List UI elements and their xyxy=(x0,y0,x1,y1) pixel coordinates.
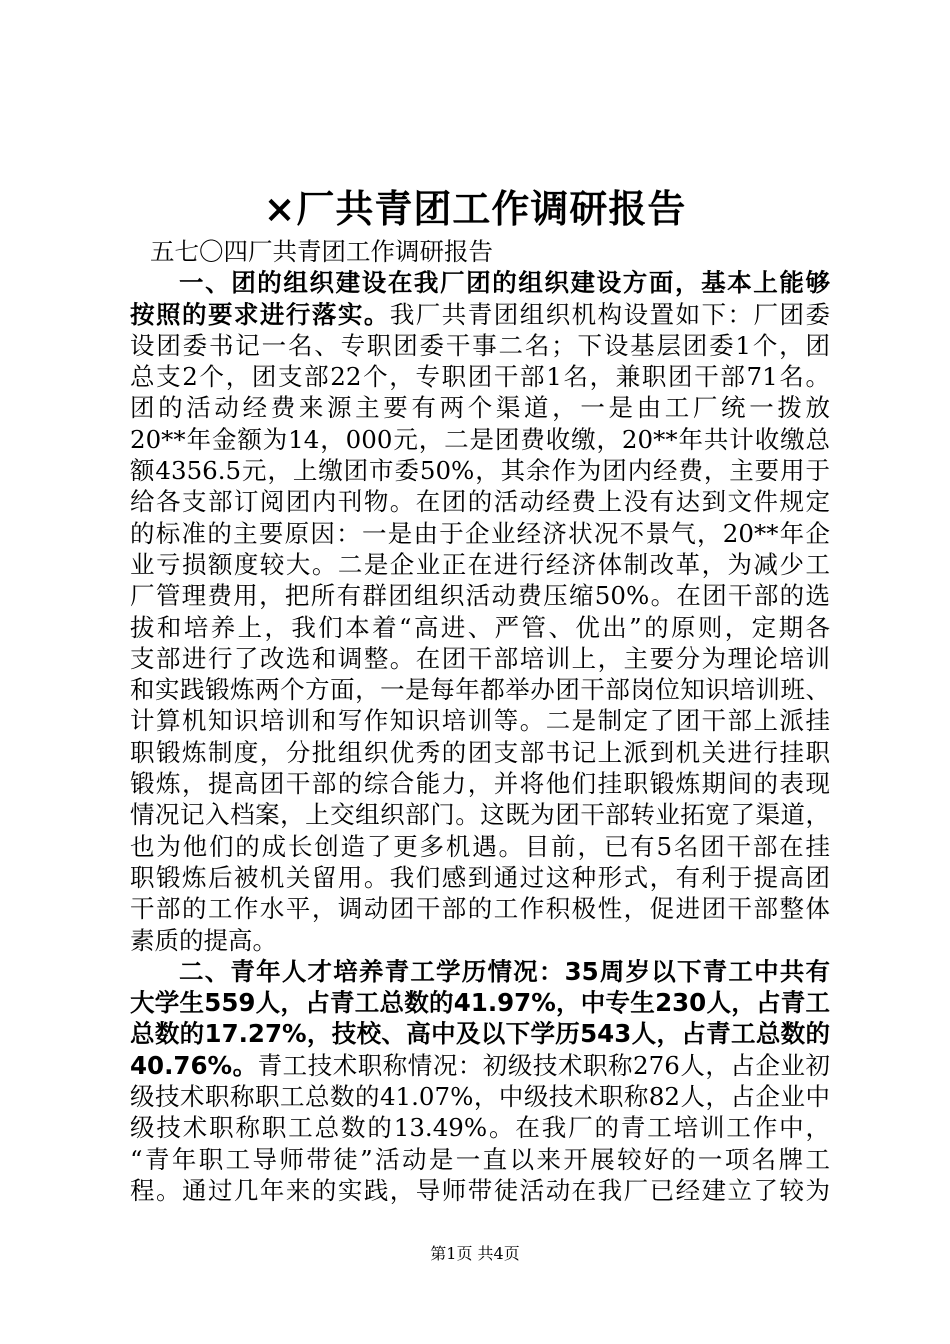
body-line: 厂管理费用，把所有群团组织活动费压缩50%。在团干部的选 xyxy=(130,581,830,611)
section-2-heading-line-2: 大学生559人，占青工总数的41.97%，中专生230人，占青工 xyxy=(130,988,830,1018)
body-line: 额4356.5元，上缴团市委50%，其余作为团内经费，主要用于 xyxy=(130,456,830,486)
section-2-heading-line-4 xyxy=(130,1050,830,1081)
body-line: 级技术职称职工总数的41.07%，中级技术职称82人，占企业中 xyxy=(130,1082,830,1112)
body-line: 给各支部订阅团内刊物。在团的活动经费上没有达到文件规定 xyxy=(130,487,830,517)
body-line: 锻炼，提高团干部的综合能力，并将他们挂职锻炼期间的表现 xyxy=(130,769,830,799)
body-line: 职锻炼制度，分批组织优秀的团支部书记上派到机关进行挂职 xyxy=(130,737,830,767)
body-line: 业亏损额度较大。二是企业正在进行经济体制改革，为减少工 xyxy=(130,549,830,579)
body-line: 也为他们的成长创造了更多机遇。目前，已有5名团干部在挂 xyxy=(130,831,830,861)
body-line: “青年职工导师带徒”活动是一直以来开展较好的一项名牌工 xyxy=(130,1144,830,1174)
section-1-heading-tail: 按照的要求进行落实。 xyxy=(130,299,390,329)
document-subtitle: 五七〇四厂共青团工作调研报告 xyxy=(150,237,493,266)
body-line: 支部进行了改选和调整。在团干部培训上，主要分为理论培训 xyxy=(130,643,830,673)
body-line: 20**年金额为14，000元，二是团费收缴，20**年共计收缴总 xyxy=(130,424,830,454)
section-1-heading-line-1: 一、团的组织建设在我厂团的组织建设方面，基本上能够 xyxy=(179,268,830,298)
section-2-heading-tail: 40.76%。 xyxy=(130,1050,258,1080)
body-line: 和实践锻炼两个方面，一是每年都举办团干部岗位知识培训班、 xyxy=(130,675,830,705)
section-1-heading-line-2 xyxy=(130,299,830,330)
section-2 xyxy=(130,956,830,1206)
section-2-heading-line-3: 总数的17.27%，技校、高中及以下学历543人，占青工总数的 xyxy=(130,1019,830,1049)
body-line: 设团委书记一名、专职团委干事二名；下设基层团委1个，团 xyxy=(130,330,830,360)
body-line: 职锻炼后被机关留用。我们感到通过这种形式，有利于提高团 xyxy=(130,862,830,892)
document-body xyxy=(130,236,830,1206)
section-1 xyxy=(130,267,830,956)
page-footer: 第1页 共4页 xyxy=(430,1244,520,1263)
body-line: 团的活动经费来源主要有两个渠道，一是由工厂统一拨放 xyxy=(130,393,830,423)
body-line: 的标准的主要原因：一是由于企业经济状况不景气，20**年企 xyxy=(130,518,830,548)
section-2-heading-line-1: 二、青年人才培养青工学历情况：35周岁以下青工中共有 xyxy=(179,956,830,986)
body-line: 拔和培养上，我们本着“高进、严管、优出”的原则，定期各 xyxy=(130,612,830,642)
body-line: 素质的提高。 xyxy=(130,925,277,955)
body-line: 情况记入档案，上交组织部门。这既为团干部转业拓宽了渠道， xyxy=(130,800,830,830)
body-line: 计算机知识培训和写作知识培训等。二是制定了团干部上派挂 xyxy=(130,706,830,736)
section-2-text-start: 青工技术职称情况：初级技术职称276人，占企业初 xyxy=(257,1050,830,1080)
document-title: ×厂共青团工作调研报告 xyxy=(263,186,687,231)
body-line: 程。通过几年来的实践，导师带徒活动在我厂已经建立了较为 xyxy=(130,1175,830,1205)
body-line: 级技术职称职工总数的13.49%。在我厂的青工培训工作中， xyxy=(130,1113,830,1143)
section-1-text-start: 我厂共青团组织机构设置如下：厂团委 xyxy=(389,299,831,329)
body-line: 干部的工作水平，调动团干部的工作积极性，促进团干部整体 xyxy=(130,894,830,924)
body-line: 总支2个，团支部22个，专职团干部1名，兼职团干部71名。 xyxy=(130,362,830,392)
